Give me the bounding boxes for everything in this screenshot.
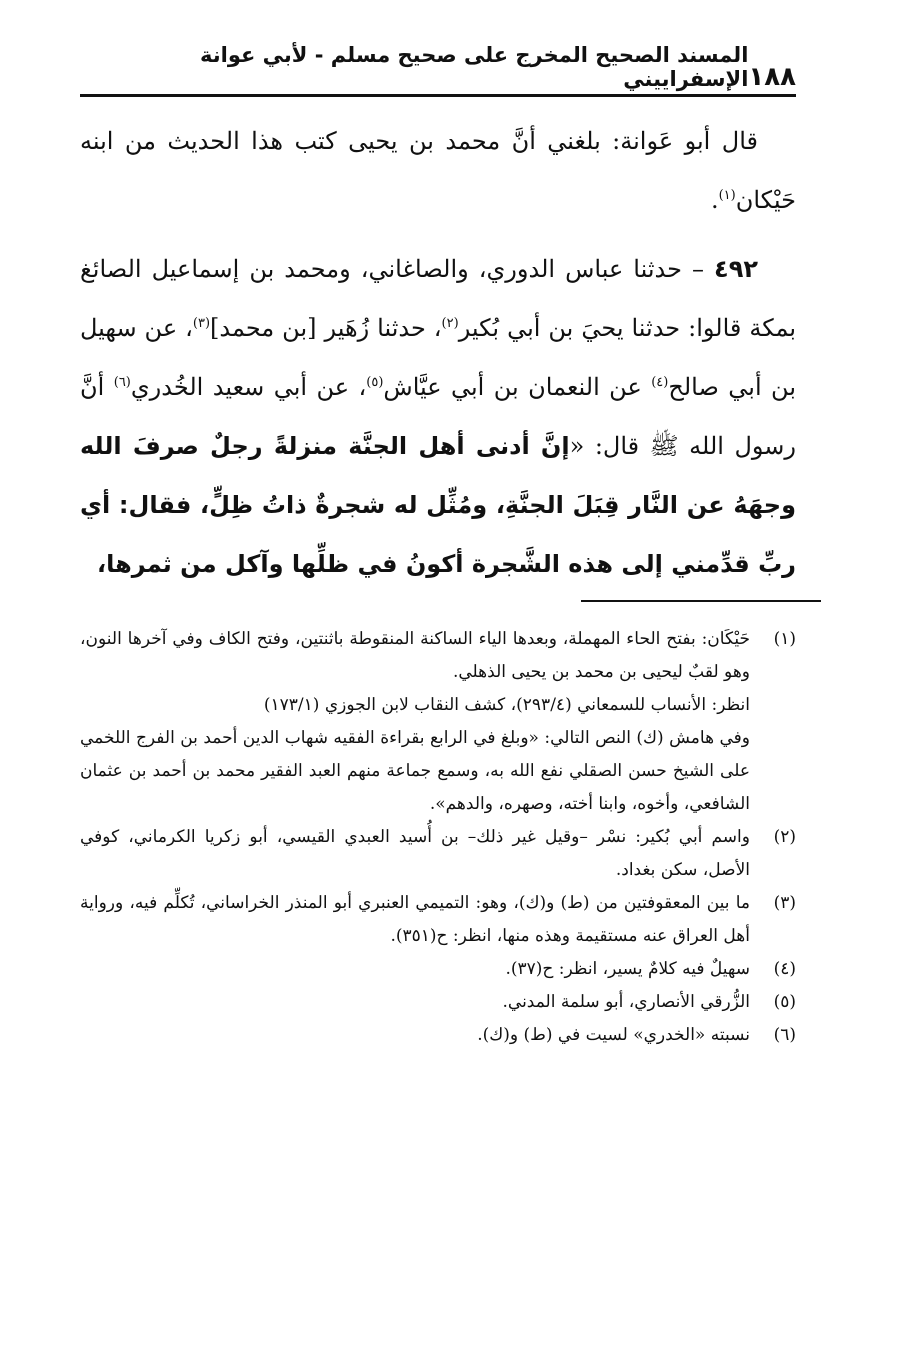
running-title: المسند الصحيح المخرج على صحيح مسلم - لأبي عوانة الإسفراييني [200, 43, 749, 91]
footnote-label: (٦) [773, 1025, 796, 1045]
page-number: ١٨٨ [748, 62, 796, 92]
footnote-label: (٣) [773, 893, 796, 913]
footnote-text: ما بين المعقوفتين من (ط) و(ك)، وهو: التميمي العنبري أبو المنذر الخراساني، تُكلِّم فيه، ورواية أهل العراق عنه مستقيمة وهذه منها، انظر: ح(٣٥١). [80, 893, 750, 946]
footnote-text: سهيلٌ فيه كلامٌ يسير، انظر: ح(٣٧). [505, 959, 750, 979]
footnote-6 [80, 1019, 796, 1052]
hadith-matn: إنَّ أدنى أهل الجنَّة منزلةً رجلٌ صرفَ الله وجهَهُ عن النَّار قِبَلَ الجنَّةِ، ومُثِّل له شجرةٌ ذاتُ ظِلٍّ، فقال: أي ربِّ قدِّمني إلى هذه الشَّجرة أكونُ في ظلِّها وآكل من ثمرها، [80, 432, 796, 578]
footnote-ref-4: (٤) [651, 375, 669, 390]
footnote-ref-3: (٣) [192, 316, 211, 331]
footnote-text: وفي هامش (ك) النص التالي: «وبلغ في الرابع بقراءة الفقيه شهاب الدين أحمد بن الفرج اللخمي على الشيخ حسن الصقلي نفع الله به، وسمع جماعة منهم العبد الفقير محمد بن أحمد بن عثمان الشافعي، وأخوه، وابنا أخته، وصهره، والدهم». [80, 728, 750, 814]
footnote-ref-2: (٢) [441, 316, 459, 331]
footnote-3 [80, 887, 796, 953]
hadith-paragraph: ٤٩٢ – حدثنا عباس الدوري، والصاغاني، ومحمد بن إسماعيل الصائغ بمكة قالوا: حدثنا يحيَ بن أبي بُكير$^{(٢)}$، حدثنا زُهَير [بن محمد]$^{(٣)}$، عن سهيل بن أبي صالح$^{(٤)}$ عن النعمان بن أبي عيَّاش$^{(٥)}$، عن أبي سعيد الخُدري$^{(٦)}$ أنَّ رسول الله ﷺ قال: «إنَّ أدنى أهل الجنَّة منزلةً رجلٌ صرفَ الله وجهَهُ عن النَّار قِبَلَ الجنَّةِ، ومُثِّل له شجرةٌ ذاتُ ظِلٍّ، فقال: أي ربِّ قدِّمني إلى هذه الشَّجرة أكونُ في ظلِّها وآكل من ثمرها، [80, 255, 797, 578]
footnote-text: نسبته «الخدري» لسيت في (ط) و(ك). [477, 1025, 750, 1045]
footnote-label: (٢) [773, 827, 796, 847]
footnote-5 [80, 986, 796, 1019]
footnote-1 [80, 623, 796, 821]
footnote-text: الزُّرقي الأنصاري، أبو سلمة المدني. [502, 992, 750, 1012]
footnote-2 [80, 821, 796, 887]
footnote-text: انظر: الأنساب للسمعاني (٢٩٣/٤)، كشف النقاب لابن الجوزي (١٧٣/١) [263, 695, 750, 715]
footnote-label: (٤) [773, 959, 796, 979]
footnote-label: (١) [773, 629, 796, 649]
footnote-ref-1: (١) [718, 188, 736, 203]
paragraph-intro: قال أبو عَوانة: بلغني أنَّ محمد بن يحيى كتب هذا الحديث من ابنه حَيْكان$^{(١)}$. [80, 127, 796, 214]
footnotes [80, 623, 796, 1052]
footnote-4 [80, 953, 796, 986]
footnote-text: حَيْكَان: بفتح الحاء المهملة، وبعدها الياء الساكنة المنقوطة باثنتين، وفتح الكاف وفي آخرها النون، وهو لقبٌ ليحيى بن محمد بن يحيى الذهلي. [80, 629, 750, 682]
footnote-ref-6: (٦) [113, 375, 131, 390]
running-header [80, 43, 796, 97]
footnote-separator [581, 600, 821, 602]
footnote-label: (٥) [773, 992, 796, 1012]
main-text [80, 112, 796, 594]
footnote-ref-5: (٥) [366, 375, 384, 390]
hadith-number: ٤٩٢ [714, 255, 758, 283]
footnote-text: واسم أبي بُكير: نسْر –وقيل غير ذلك– بن أُسيد العبدي القيسي، أبو زكريا الكرماني، كوفي الأصل، سكن بغداد. [80, 827, 750, 880]
